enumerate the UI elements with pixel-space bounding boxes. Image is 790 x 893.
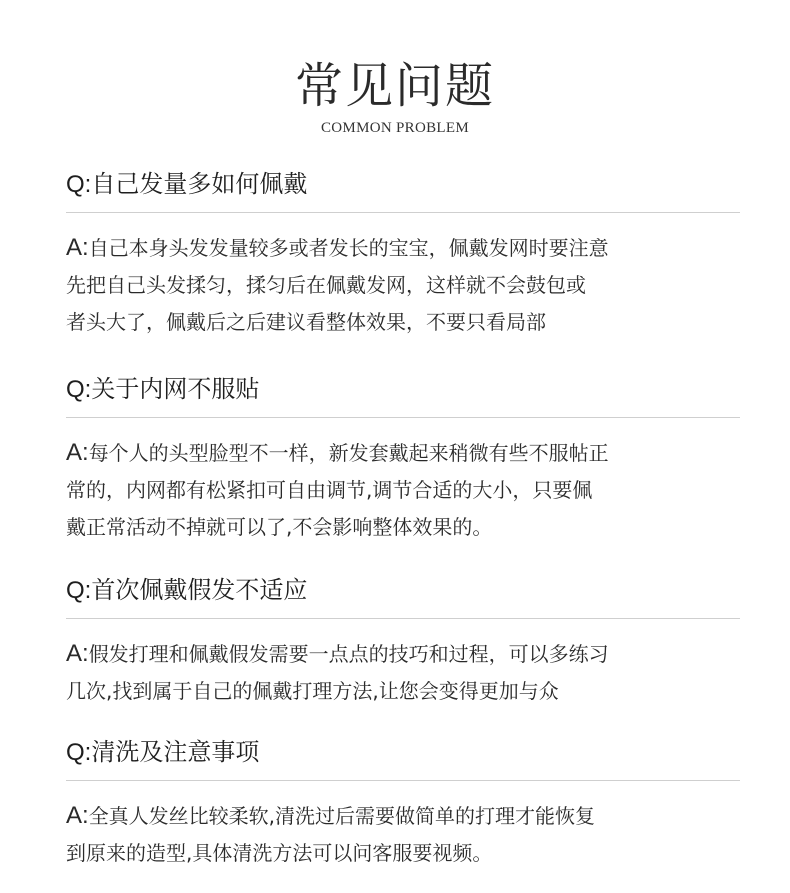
faq-question <box>66 167 740 202</box>
page-title: 常见问题 <box>294 58 495 114</box>
answer-text: 全真人发丝比较柔软,清洗过后需要做简单的打理才能恢复 <box>88 804 596 828</box>
faq-question <box>66 735 740 770</box>
faq-item <box>66 735 740 872</box>
answer-text: 假发打理和佩戴假发需要一点点的技巧和过程，可以多练习 <box>88 642 609 666</box>
answer-line <box>66 434 740 472</box>
answer-prefix: A: <box>66 640 89 667</box>
faq-question <box>66 372 740 407</box>
faq-item <box>66 573 740 710</box>
question-text: 清洗及注意事项 <box>91 738 260 766</box>
question-text: 自己发量多如何佩戴 <box>91 170 308 198</box>
answer-prefix: A: <box>66 234 89 261</box>
divider <box>66 780 740 781</box>
answer-line: 几次,找到属于自己的佩戴打理方法,让您会变得更加与众 <box>66 679 559 703</box>
answer-line <box>66 635 740 673</box>
divider <box>66 618 740 619</box>
answer-text: 每个人的头型脸型不一样，新发套戴起来稍微有些不服帖正 <box>88 441 609 465</box>
answer-text: 自己本身头发发量较多或者发长的宝宝，佩戴发网时要注意 <box>88 236 609 260</box>
question-prefix: Q: <box>66 171 92 198</box>
question-prefix: Q: <box>66 577 92 604</box>
faq-answer <box>66 434 740 546</box>
answer-line: 到原来的造型,具体清洗方法可以问客服要视频。 <box>66 841 493 865</box>
page-subtitle: COMMON PROBLEM <box>321 120 469 136</box>
question-prefix: Q: <box>66 376 92 403</box>
answer-line: 常的，内网都有松紧扣可自由调节,调节合适的大小，只要佩 <box>66 478 593 502</box>
question-prefix: Q: <box>66 739 92 766</box>
faq-item <box>66 167 740 341</box>
question-text: 关于内网不服贴 <box>91 375 260 403</box>
answer-line <box>66 229 740 267</box>
faq-question <box>66 573 740 608</box>
answer-line <box>66 797 740 835</box>
faq-answer <box>66 229 740 341</box>
faq-answer <box>66 797 740 872</box>
faq-item <box>66 372 740 546</box>
answer-prefix: A: <box>66 802 89 829</box>
faq-answer <box>66 635 740 710</box>
answer-line: 先把自己头发揉匀，揉匀后在佩戴发网，这样就不会鼓包或 <box>66 273 586 297</box>
divider <box>66 417 740 418</box>
question-text: 首次佩戴假发不适应 <box>91 576 308 604</box>
answer-line: 者头大了，佩戴后之后建议看整体效果，不要只看局部 <box>66 310 546 334</box>
divider <box>66 212 740 213</box>
answer-prefix: A: <box>66 439 89 466</box>
answer-line: 戴正常活动不掉就可以了,不会影响整体效果的。 <box>66 515 493 539</box>
